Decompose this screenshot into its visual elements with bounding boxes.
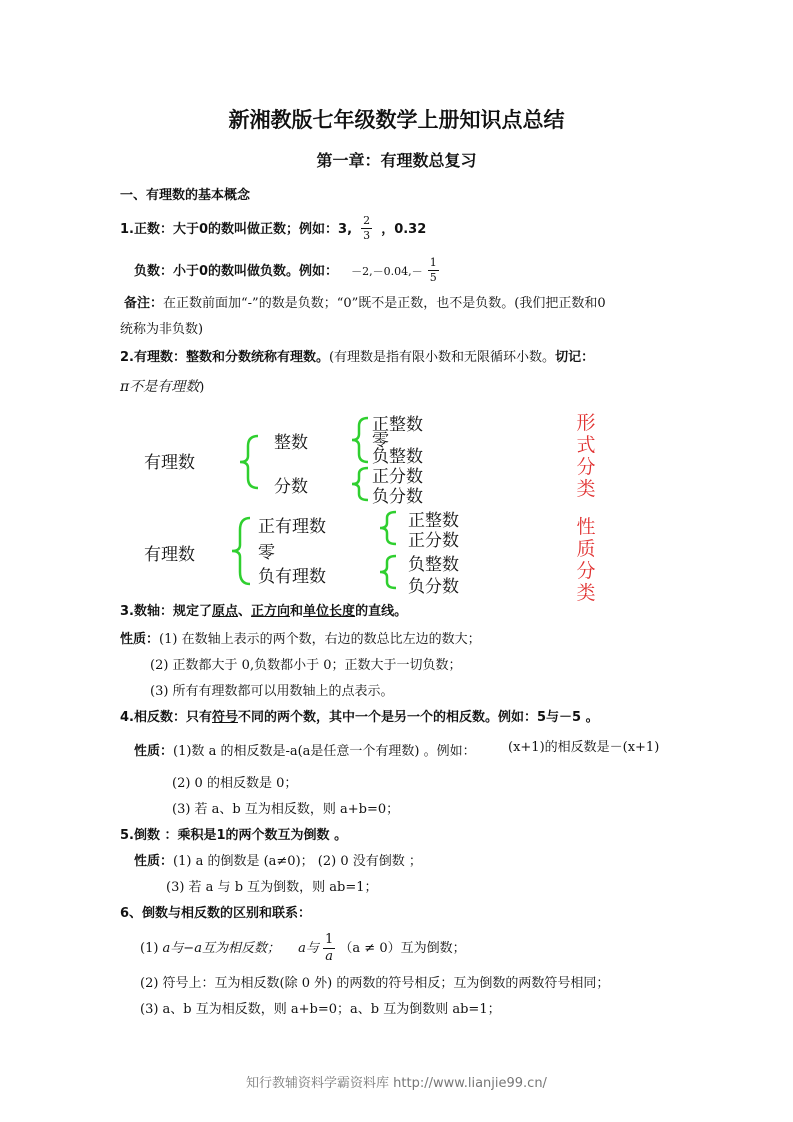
note-line-2: 统称为非负数) bbox=[120, 322, 204, 337]
opposite-example-math: (x+1)的相反数是－(x+1) bbox=[508, 740, 660, 755]
positive-label: 1.正数：大于0的数叫做正数；例如：3, bbox=[120, 222, 353, 237]
rational-paren: (有理数是指有限小数和无限循环小数。 bbox=[328, 350, 556, 365]
rational-remember: 切记： bbox=[555, 350, 595, 365]
diagram1-side-label: 形式分类 bbox=[576, 412, 596, 500]
difference-heading: 6、倒数与相反数的区别和联系： bbox=[120, 906, 312, 921]
diagram1-item-1: 零 bbox=[372, 431, 389, 451]
pi-note: π不是有理数 bbox=[120, 379, 200, 395]
negative-examples: －2,－0.04,－ bbox=[351, 265, 423, 278]
axis-origin: 原点 bbox=[211, 604, 238, 619]
diagram2-item-2: 负整数 bbox=[408, 555, 459, 575]
diagram2-brace-positive bbox=[376, 510, 404, 546]
positive-fraction: $\frac{2}{3}$ bbox=[363, 214, 371, 242]
diagram2-positive: 正有理数 bbox=[258, 517, 326, 537]
opposite-sign: 符号 bbox=[211, 710, 238, 725]
diagram1-item-0: 正整数 bbox=[372, 415, 423, 435]
diagram2-item-3: 负分数 bbox=[408, 577, 459, 597]
reciprocal-property-2: (3) 若 a 与 b 互为倒数，则 ab=1； bbox=[166, 880, 378, 895]
positive-tail: ，0.32 bbox=[381, 222, 427, 237]
axis-property-3: (3) 所有有理数都可以用数轴上的点表示。 bbox=[150, 684, 394, 699]
section-heading-basic: 一、有理数的基本概念 bbox=[120, 188, 251, 203]
footer-watermark: 知行教辅资料学霸资料库 http://www.lianjie99.cn/ bbox=[246, 1076, 547, 1091]
diagram2-side-label: 性质分类 bbox=[576, 516, 596, 604]
axis-property-1: 性质：(1) 在数轴上表示的两个数，右边的数总比左边的数大； bbox=[120, 632, 481, 647]
opposite-property-2: (2) 0 的相反数是 0； bbox=[172, 776, 298, 791]
negative-fraction: $\frac{1}{5}$ bbox=[429, 256, 437, 284]
note-line-1: 备注：在正数前面加“-”的数是负数；“0”既不是正数，也不是负数。(我们把正数和0 bbox=[124, 296, 606, 311]
reciprocal-definition: 5.倒数 ：乘积是1的两个数互为倒数 。 bbox=[120, 828, 348, 843]
opposite-property-3: (3) 若 a、b 互为相反数，则 a+b=0； bbox=[172, 802, 400, 817]
document-title: 新湘教版七年级数学上册知识点总结 bbox=[228, 108, 565, 132]
axis-direction: 正方向 bbox=[251, 604, 291, 619]
opposite-definition: 4.相反数：只有符号不同的两个数，其中一个是另一个的相反数。例如：5与－5 。 bbox=[120, 710, 599, 725]
diagram1-root: 有理数 bbox=[144, 453, 195, 473]
diagram2-brace-main bbox=[228, 516, 258, 586]
axis-definition: 3.数轴：规定了原点、正方向和单位长度的直线。 bbox=[120, 604, 408, 619]
note-label: 备注： bbox=[124, 296, 164, 311]
difference-line-3: (3) a、b 互为相反数，则 a+b=0；a、b 互为倒数则 ab=1； bbox=[140, 1002, 501, 1017]
diagram2-item-1: 正分数 bbox=[408, 531, 459, 551]
diagram2-brace-negative bbox=[376, 554, 404, 590]
diagram2-item-0: 正整数 bbox=[408, 511, 459, 531]
classification-diagram-nature bbox=[140, 508, 640, 604]
diagram1-fraction: 分数 bbox=[274, 477, 308, 497]
opposite-property-1: 性质：(1)数 a 的相反数是-a(a是任意一个有理数) 。例如： bbox=[134, 744, 476, 759]
diagram1-item-2: 负整数 bbox=[372, 447, 423, 467]
reciprocal-property-1: 性质：(1) a 的倒数是 (a≠0)； (2) 0 没有倒数 ； bbox=[134, 854, 422, 869]
diagram1-integer: 整数 bbox=[274, 433, 308, 453]
rational-pi-note: π不是有理数) bbox=[120, 379, 205, 395]
rational-label: 2.有理数：整数和分数统称有理数。 bbox=[120, 350, 329, 365]
difference-fraction: $\frac{1}{a}$ bbox=[325, 932, 334, 964]
classification-diagram-form bbox=[140, 410, 640, 505]
diagram2-root: 有理数 bbox=[144, 545, 195, 565]
diagram1-item-4: 负分数 bbox=[372, 487, 423, 507]
diagram1-item-3: 正分数 bbox=[372, 467, 423, 487]
chapter-title: 第一章：有理数总复习 bbox=[316, 151, 477, 170]
difference-line-2: (2) 符号上：互为相反数(除 0 外) 的两数的符号相反；互为倒数的两数符号相同； bbox=[140, 976, 610, 991]
negative-label: 负数：小于0的数叫做负数。例如： bbox=[134, 264, 339, 279]
positive-definition bbox=[120, 214, 426, 243]
axis-unit: 单位长度 bbox=[303, 604, 356, 619]
diagram2-zero: 零 bbox=[258, 543, 275, 563]
axis-property-2: (2) 正数都大于 0,负数都小于 0；正数大于一切负数； bbox=[150, 658, 462, 673]
rational-definition bbox=[120, 346, 594, 365]
negative-definition bbox=[134, 256, 439, 285]
difference-line-1: (1) a与−a互为相反数； a与 $\frac{1}{a}$ （a ≠ 0）互为倒数； bbox=[140, 932, 466, 964]
diagram2-negative: 负有理数 bbox=[258, 567, 326, 587]
diagram1-brace-main bbox=[236, 434, 266, 490]
